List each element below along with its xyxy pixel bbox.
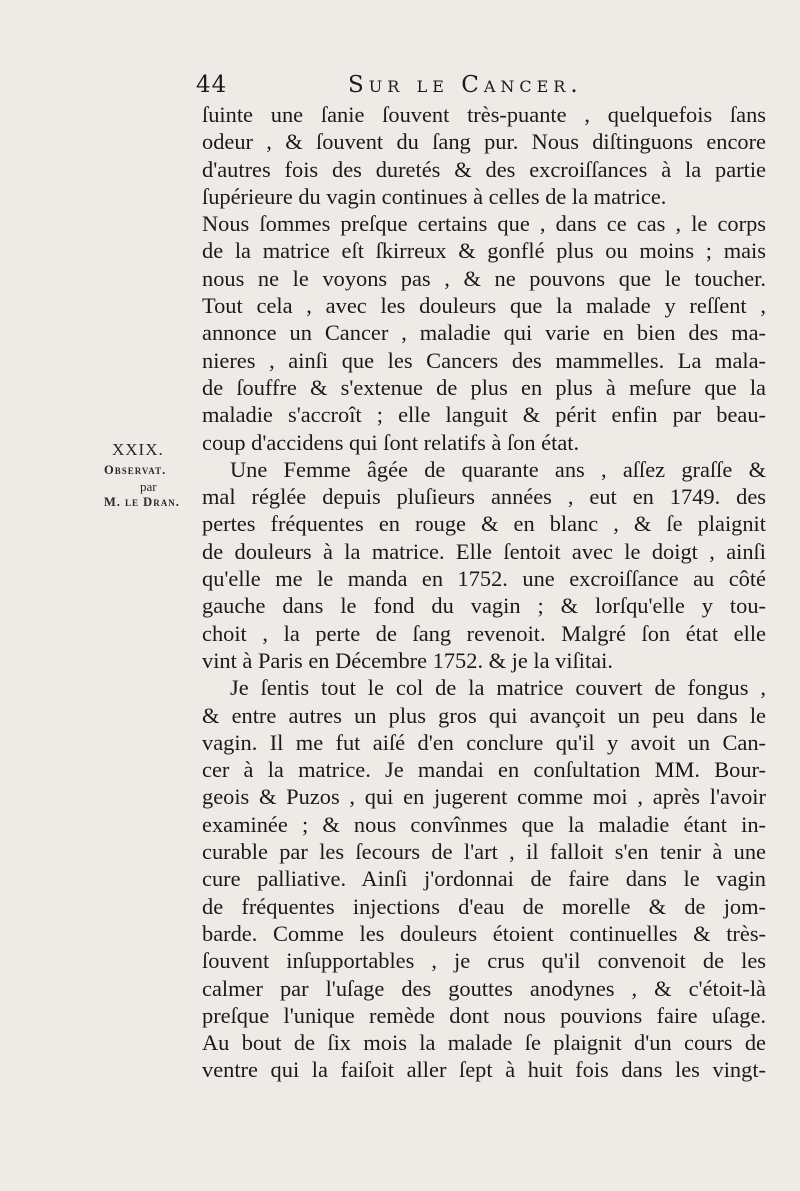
text-line: Au bout de ſix mois la malade ſe plaignit d'un cours de: [202, 1030, 766, 1056]
margin-note: [104, 441, 204, 511]
text-line: de la matrice eſt ſkirreux & gonflé plus ou moins ; mais: [202, 238, 766, 264]
text-line: odeur , & ſouvent du ſang pur. Nous diſtinguons encore: [202, 129, 766, 155]
text-line: geois & Puzos , qui en jugerent comme moi , après l'avoir: [202, 784, 766, 810]
text-line: ſouvent inſupportables , je crus qu'il convenoit de les: [202, 948, 766, 974]
text-line: nous ne le voyons pas , & ne pouvons que le toucher.: [202, 265, 766, 291]
text-line: de fréquentes injections d'eau de morelle & de jom-: [202, 893, 766, 919]
text-line: gauche dans le fond du vagin ; & lorſqu'elle y tou-: [202, 593, 766, 619]
text-line: examinée ; & nous convînmes que la maladie étant in-: [202, 811, 766, 837]
text-line: Je ſentis tout le col de la matrice couvert de fongus ,: [230, 675, 766, 701]
observation-label: Observat.: [104, 463, 167, 477]
text-line: nieres , ainſi que les Cancers des mammelles. La mala-: [202, 347, 766, 373]
text-line: curable par les ſecours de l'art , il falloit s'en tenir à une: [202, 839, 766, 865]
text-line: de douleurs à la matrice. Elle ſentoit avec le doigt , ainſi: [202, 538, 766, 564]
text-line: ſuinte une ſanie ſouvent très-puante , quelquefois ſans: [202, 102, 766, 127]
text-line: ſupérieure du vagin continues à celles de la matrice.: [202, 183, 667, 209]
text-line: Tout cela , avec les douleurs que la malade y reſſent ,: [202, 293, 766, 319]
text-line: choit , la perte de ſang revenoit. Malgré ſon état elle: [202, 620, 766, 646]
text-line: cure palliative. Ainſi j'ordonnai de faire dans le vagin: [202, 866, 766, 892]
page-number: 44: [196, 72, 228, 98]
text-line: calmer par l'uſage des gouttes anodynes , & c'étoit-là: [202, 975, 766, 1001]
text-line: coup d'accidens qui ſont relatifs à ſon état.: [202, 429, 580, 455]
page-header: [196, 72, 800, 102]
text-line: barde. Comme les douleurs étoient continuelles & très-: [202, 920, 766, 946]
text-line: de ſouffre & s'extenue de plus en plus à meſure que la: [202, 374, 766, 400]
by-label: par: [140, 479, 157, 494]
text-line: preſque l'unique remède dont nous pouvions faire uſage.: [202, 1002, 766, 1028]
text-line: pertes fréquentes en rouge & en blanc , & ſe plaignit: [202, 511, 766, 537]
text-line: d'autres fois des duretés & des excroiſſances à la partie: [202, 156, 766, 182]
text-line: mal réglée depuis pluſieurs années , eut en 1749. des: [202, 484, 766, 510]
observation-number: XXIX.: [112, 440, 164, 459]
text-line: vagin. Il me fut aiſé d'en conclure qu'il y avoit un Can-: [202, 729, 766, 755]
text-line: cer à la matrice. Je mandai en conſultation MM. Bour-: [202, 757, 766, 783]
text-line: vint à Paris en Décembre 1752. & je la viſitai.: [202, 647, 614, 673]
text-line: annonce un Cancer , maladie qui varie en bien des ma-: [202, 320, 766, 346]
text-line: ventre qui la faiſoit aller ſept à huit fois dans les vingt-: [202, 1057, 766, 1083]
running-head: Sur le Cancer.: [348, 72, 583, 98]
text-line: Nous ſommes preſque certains que , dans ce cas , le corps: [202, 211, 766, 237]
text-line: maladie s'accroît ; elle languit & périt enfin par beau-: [202, 402, 766, 428]
text-line: qu'elle me le manda en 1752. une excroiſſance au côté: [202, 566, 766, 592]
text-line: Une Femme âgée de quarante ans , aſſez graſſe &: [230, 456, 766, 482]
text-line: & entre autres un plus gros qui avançoit un peu dans le: [202, 702, 766, 728]
body-text: [202, 101, 766, 1084]
author-name: M. le Dran.: [104, 495, 180, 509]
